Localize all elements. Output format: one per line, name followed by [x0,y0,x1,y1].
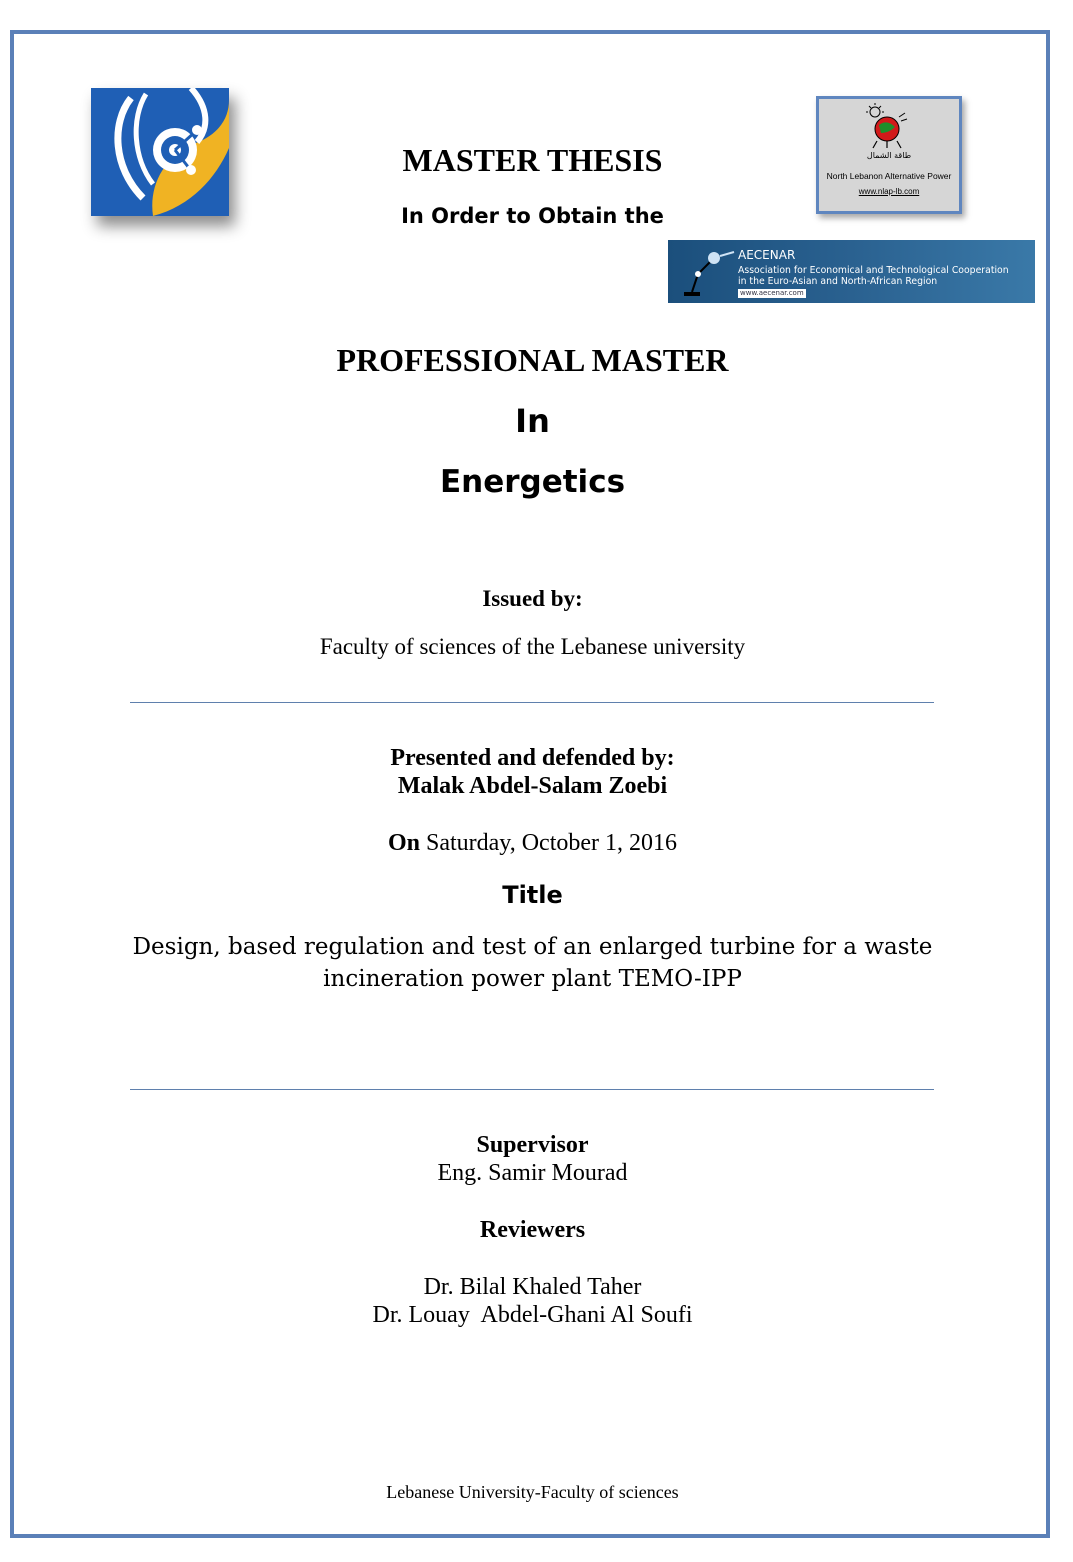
aecenar-banner [668,240,1035,303]
defense-date [0,830,1065,857]
issued-label: Issued by: [482,586,583,611]
footer-text: Lebanese University-Faculty of sciences [386,1482,679,1502]
subtitle: In Order to Obtain the [401,204,664,228]
nlap-url: www.nlap-lb.com [858,187,920,196]
issued-value: Faculty of sciences of the Lebanese university [319,634,746,659]
aecenar-name: AECENAR [738,248,796,262]
degree-line2: In [515,402,550,440]
main-title: MASTER THESIS [402,142,663,178]
divider [130,702,934,703]
on-label: On [387,830,420,856]
aecenar-line2: in the Euro-Asian and North-African Region [738,276,938,287]
supervisor-label: Supervisor [476,1132,589,1158]
nlap-name: North Lebanon Alternative Power [826,171,952,181]
degree-line3: Energetics [439,464,626,500]
supervisor-name: Eng. Samir Mourad [437,1160,628,1186]
title-line1: Design, based regulation and test of an enlarged turbine for a waste [132,934,933,960]
presented-label: Presented and defended by: [390,745,675,771]
robot-arm-icon [678,246,736,298]
reviewer-1: Dr. Bilal Khaled Taher [423,1274,642,1300]
date-value: Saturday, October 1, 2016 [425,830,678,856]
divider [130,1089,934,1090]
title-label: Title [502,881,563,909]
reviewer-2: Dr. Louay Abdel-Ghani Al Soufi [372,1302,693,1328]
aecenar-description [738,265,1009,287]
author-name: Malak Abdel-Salam Zoebi [397,773,668,799]
aecenar-url: www.aecenar.com [740,289,804,297]
aecenar-line1: Association for Economical and Technological Cooperation [738,265,1009,276]
degree-line1: PROFESSIONAL MASTER [336,342,729,378]
reviewers-label: Reviewers [479,1217,586,1243]
nlap-arabic-text: طاقة الشمال [866,151,912,160]
title-line2: incineration power plant TEMO-IPP [323,966,742,992]
